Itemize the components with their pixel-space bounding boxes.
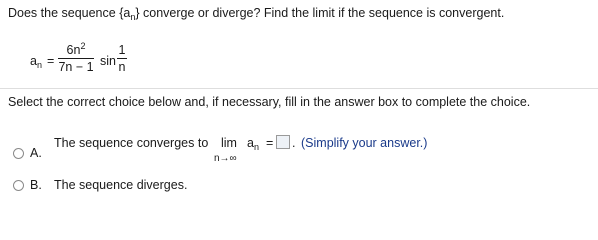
fraction-sin-numerator: 1	[118, 43, 126, 57]
formula-fraction-sin-arg	[117, 44, 127, 74]
formula-fraction-main	[58, 41, 94, 74]
choice-a-text: The sequence converges to	[54, 136, 209, 150]
fraction-sin-bar	[117, 58, 127, 59]
fraction-sin-denominator: n	[118, 60, 126, 74]
choice-b-text: The sequence diverges.	[54, 178, 188, 192]
limit-word: lim	[221, 136, 237, 150]
fraction-main-numerator	[58, 41, 94, 57]
formula-sin: sin	[100, 54, 116, 68]
answer-input-box[interactable]	[276, 135, 290, 149]
choice-a-period: .	[292, 136, 296, 150]
question-suffix: } converge or diverge? Find the limit if the sequence is convergent.	[135, 6, 505, 20]
numerator-base: 6n	[66, 43, 81, 57]
fraction-main-bar	[58, 58, 94, 59]
question-subscript: n	[130, 12, 136, 22]
choice-a-letter[interactable]: A.	[30, 146, 42, 160]
limit-subscript: n→∞	[214, 153, 237, 164]
choice-a-radio[interactable]	[13, 148, 24, 159]
formula-var-subscript: n	[36, 60, 42, 70]
choice-b-letter[interactable]: B.	[30, 178, 42, 192]
numerator-exponent: 2	[80, 41, 86, 51]
limit-var-letter: a	[247, 136, 254, 150]
formula-equals: =	[47, 54, 55, 68]
choice-b-radio[interactable]	[13, 180, 24, 191]
fraction-main-denominator: 7n − 1	[58, 60, 94, 74]
formula-variable	[30, 54, 42, 70]
simplify-hint: (Simplify your answer.)	[301, 136, 428, 150]
question-text	[8, 6, 504, 22]
limit-equals: =	[266, 136, 274, 150]
question-prefix: Does the sequence {a	[8, 6, 131, 20]
instruction-text: Select the correct choice below and, if necessary, fill in the answer box to complete the choice.	[8, 95, 531, 109]
section-divider	[0, 88, 598, 89]
formula-var-letter: a	[30, 54, 37, 68]
limit-variable	[247, 136, 259, 152]
limit-var-subscript: n	[253, 142, 259, 152]
